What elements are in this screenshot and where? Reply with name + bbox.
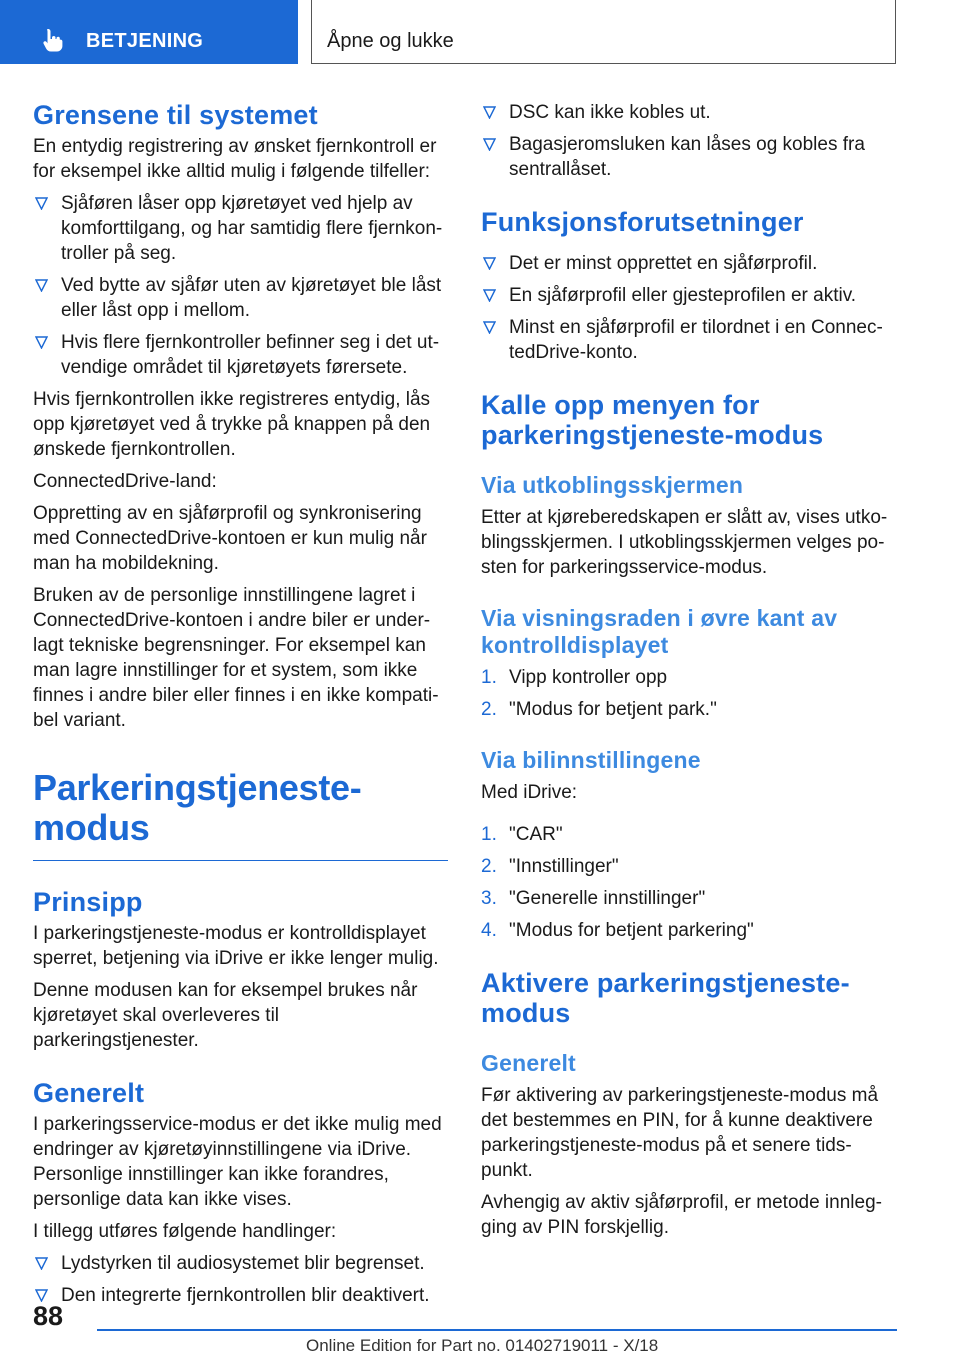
list-item: 1. "CAR" <box>481 824 563 845</box>
footer-edition: Online Edition for Part no. 01402719011 - X/18 <box>306 1336 659 1355</box>
paragraph: Etter at kjøreberedskapen er slått av, vises utkoblingsskjermen. I utkoblingsskjermen velges posten for parkeringsservice-modus. <box>481 507 888 578</box>
paragraph: Hvis fjernkontrollen ikke registreres entydig, lås opp kjøretøyet ved å trykke på knappen på den ønskede fjernkontrollen. <box>33 389 431 460</box>
paragraph: Bruken av de personlige innstillingene lagret i ConnectedDrive-kontoen i andre biler er underlagt tekniske begrensninger. For eksempel kan man lagre innstillinger for et system, som ikke finnes i andre biler eller finnes i en ikke kompatibel variant. <box>33 585 439 731</box>
heading-limits: Grensene til systemet <box>33 100 318 130</box>
triangle-bullet-icon <box>35 279 48 292</box>
list-item: Bagasjeromsluken kan låses og kobles fra sentrallåset. <box>481 132 896 182</box>
list-item: En sjåførprofil eller gjesteprofilen er aktiv. <box>481 283 896 308</box>
pointing-hand-icon <box>40 27 66 53</box>
chapter-tab <box>311 0 896 64</box>
list-item: 4. "Modus for betjent parkering" <box>481 920 754 941</box>
page-header <box>0 0 960 66</box>
triangle-bullet-icon <box>483 257 496 270</box>
paragraph: En entydig registrering av ønsket fjernkontroll er for eksempel ikke alltid mulig i følgende tilfeller: <box>33 136 437 182</box>
triangle-bullet-icon <box>483 138 496 151</box>
list-item: Den integrerte fjernkontrollen blir deaktivert. <box>33 1283 448 1308</box>
section-tab <box>0 0 298 64</box>
heading-general: Generelt <box>33 1078 145 1108</box>
triangle-bullet-icon <box>35 197 48 210</box>
triangle-bullet-icon <box>483 106 496 119</box>
paragraph: Før aktivering av parkeringstjeneste-modus må det bestemmes en PIN, for å kunne deaktivere parkeringstjeneste-modus på et senere tidspunkt. <box>481 1085 879 1181</box>
heading-via-settings: Via bilinnstillingene <box>481 747 701 773</box>
list-item: DSC kan ikke kobles ut. <box>481 100 896 125</box>
list-item: Lydstyrken til audiosystemet blir begrenset. <box>33 1251 448 1276</box>
chapter-title: Åpne og lukke <box>327 30 454 52</box>
paragraph: I tillegg utføres følgende handlinger: <box>33 1221 337 1242</box>
list-item: Det er minst opprettet en sjåførprofil. <box>481 251 896 276</box>
heading-activate-general: Generelt <box>481 1050 576 1076</box>
triangle-bullet-icon <box>35 1257 48 1270</box>
heading-activate: Aktivere parkeringstjeneste-modus <box>481 968 850 1028</box>
heading-via-statusbar: Via visningsraden i øvre kant av kontrolldisplayet <box>481 605 838 658</box>
paragraph: Denne modusen kan for eksempel brukes når kjøretøyet skal overleveres til parkeringstjenester. <box>33 980 418 1051</box>
paragraph: Avhengig av aktiv sjåførprofil, er metode innlegging av PIN forskjellig. <box>481 1192 882 1238</box>
section-title: BETJENING <box>86 30 204 52</box>
list-item: 1. Vipp kontroller opp <box>481 667 668 688</box>
page-number: 88 <box>33 1301 64 1331</box>
paragraph: I parkeringsservice-modus er det ikke mulig med endringer av kjøretøyinnstillingene via iDrive. Personlige innstillinger kan ikke forandres, personlige data kan ikke vises. <box>33 1114 442 1210</box>
triangle-bullet-icon <box>483 321 496 334</box>
heading-main: Parkeringstjeneste-modus <box>33 768 448 861</box>
list-item: 2. "Modus for betjent park." <box>481 699 717 720</box>
paragraph: Med iDrive: <box>481 782 578 803</box>
heading-call-menu: Kalle opp menyen for parkeringstjeneste-modus <box>481 390 824 450</box>
heading-via-switchoff: Via utkoblingsskjermen <box>481 472 744 498</box>
list-item: 3. "Generelle innstillinger" <box>481 888 706 909</box>
triangle-bullet-icon <box>483 289 496 302</box>
right-column <box>481 100 896 1247</box>
paragraph: ConnectedDrive-land: <box>33 471 217 492</box>
list-item: Hvis flere fjernkontroller befinner seg i det utvendige området til kjøretøyets førersete. <box>33 330 448 380</box>
list-item: Sjåføren låser opp kjøretøyet ved hjelp av komforttilgang, og har samtidig flere fjernkontroller på seg. <box>33 191 448 266</box>
heading-principle: Prinsipp <box>33 887 143 917</box>
footer-divider <box>97 1329 897 1331</box>
left-column <box>33 100 448 1315</box>
list-item: Ved bytte av sjåfør uten av kjøretøyet ble låst eller låst opp i mellom. <box>33 273 448 323</box>
triangle-bullet-icon <box>35 336 48 349</box>
paragraph: Oppretting av en sjåførprofil og synkronisering med ConnectedDrive-kontoen er kun mulig når man ha mobildekning. <box>33 503 427 574</box>
list-item: Minst en sjåførprofil er tilordnet i en ConnectedDrive-konto. <box>481 315 896 365</box>
heading-prerequisites: Funksjonsforutsetninger <box>481 207 804 237</box>
paragraph: I parkeringstjeneste-modus er kontrolldisplayet sperret, betjening via iDrive er ikke lenger mulig. <box>33 923 439 969</box>
list-item: 2. "Innstillinger" <box>481 856 619 877</box>
